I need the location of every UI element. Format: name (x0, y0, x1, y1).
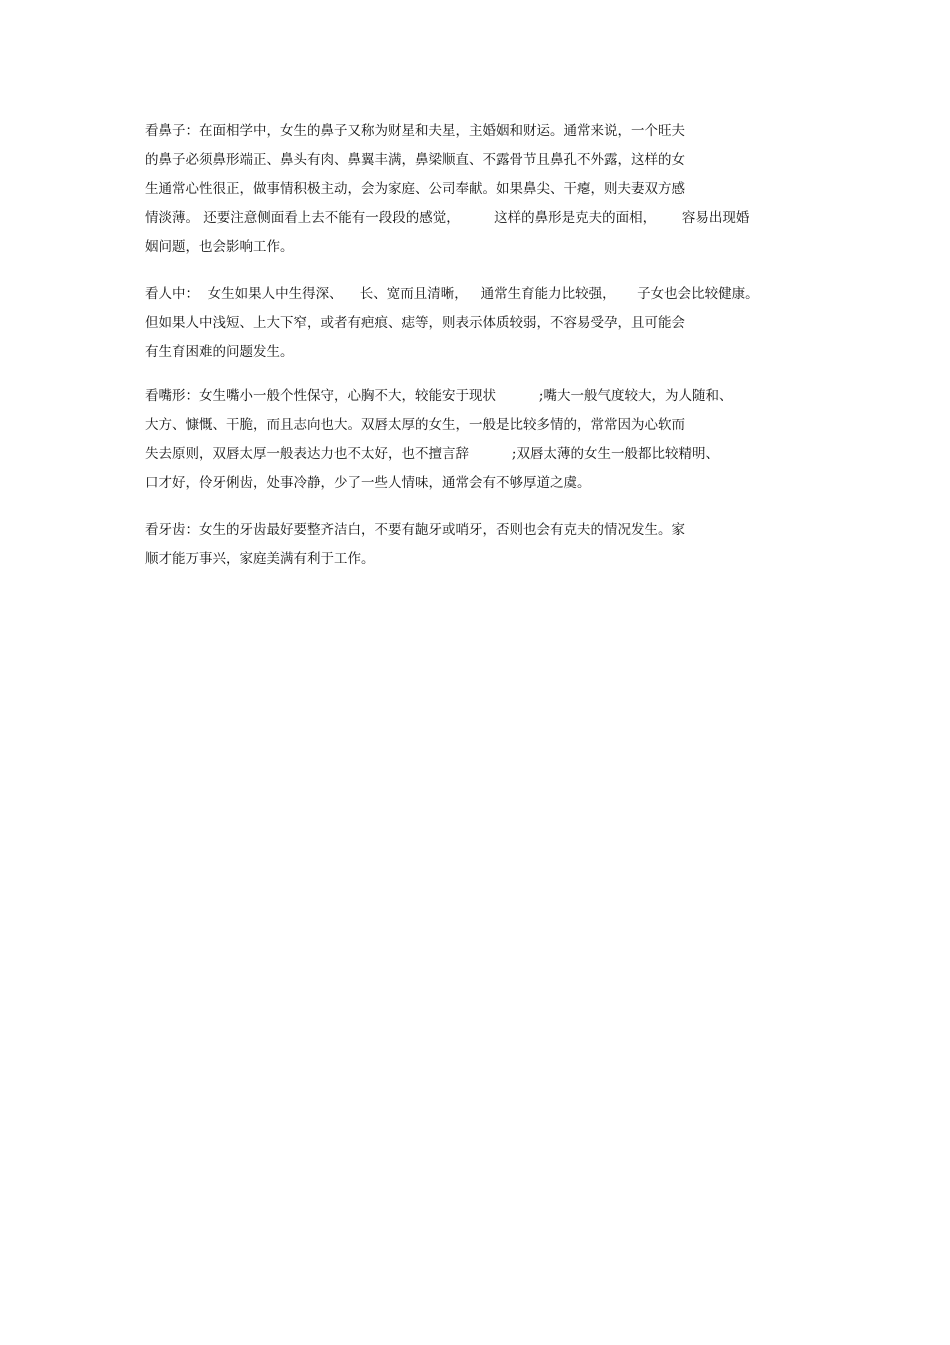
text-line: 看鼻子：在面相学中，女生的鼻子又称为财星和夫星，主婚姻和财运。通常来说，一个旺夫 (145, 123, 685, 139)
text-line: 看牙齿：女生的牙齿最好要整齐洁白，不要有龅牙或哨牙，否则也会有克夫的情况发生。家 (145, 522, 685, 538)
text-line: 有生育困难的问题发生。 (145, 344, 294, 360)
paragraph-mouth (145, 382, 825, 498)
paragraph-philtrum (145, 280, 825, 367)
text-line: 姻问题，也会影响工作。 (145, 239, 294, 255)
text-line: 情淡薄。 还要注意侧面看上去不能有一段段的感觉， 这样的鼻形是克夫的面相， 容易出现婚 (145, 210, 750, 226)
text-line: 看人中： 女生如果人中生得深、 长、宽而且清晰， 通常生育能力比较强， 子女也会比较健康。 (145, 286, 759, 302)
text-line: 但如果人中浅短、上大下窄，或者有疤痕、痣等，则表示体质较弱，不容易受孕，且可能会 (145, 315, 685, 331)
text-line: 大方、慷慨、干脆，而且志向也大。双唇太厚的女生，一般是比较多情的，常常因为心软而 (145, 417, 685, 433)
text-line: 失去原则，双唇太厚一般表达力也不太好，也不擅言辞 ;双唇太薄的女生一般都比较精明、 (145, 446, 719, 462)
text-line: 口才好，伶牙俐齿，处事冷静，少了一些人情味，通常会有不够厚道之虞。 (145, 475, 591, 491)
text-line: 生通常心性很正，做事情积极主动，会为家庭、公司奉献。如果鼻尖、干瘪，则夫妻双方感 (145, 181, 685, 197)
paragraph-teeth (145, 516, 825, 574)
paragraph-nose (145, 117, 825, 262)
text-line: 的鼻子必须鼻形端正、鼻头有肉、鼻翼丰满，鼻梁顺直、不露骨节且鼻孔不外露，这样的女 (145, 152, 685, 168)
text-line: 看嘴形：女生嘴小一般个性保守，心胸不大，较能安于现状 ;嘴大一般气度较大，为人随和、 (145, 388, 733, 404)
text-line: 顺才能万事兴，家庭美满有利于工作。 (145, 551, 375, 567)
